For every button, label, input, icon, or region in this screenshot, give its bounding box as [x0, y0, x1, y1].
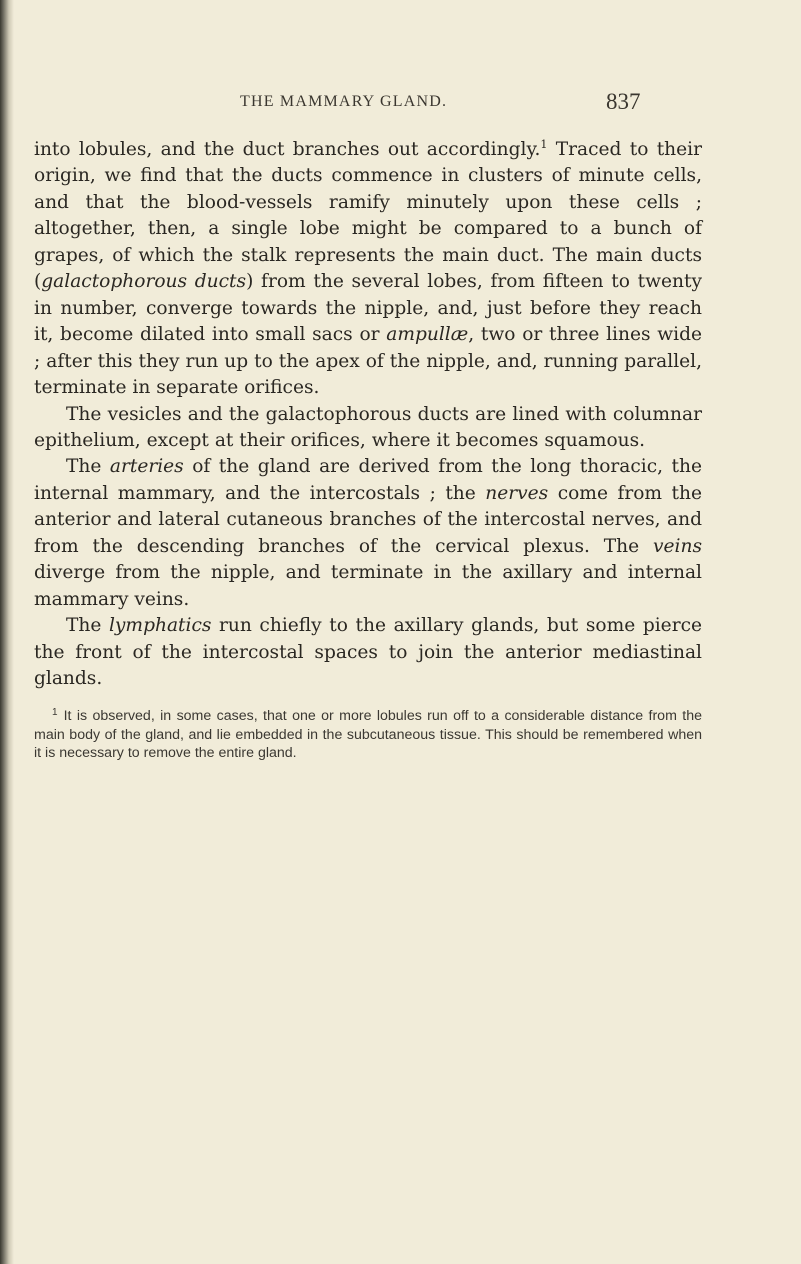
running-head: [0, 89, 801, 117]
running-head-title: THE MAMMARY GLAND.: [240, 93, 448, 110]
term-arteries: arteries: [109, 456, 184, 478]
footnote: [34, 707, 702, 763]
term-lymphatics: lymphatics: [108, 615, 212, 637]
body-text: [34, 137, 702, 693]
footnote-marker: 1: [52, 707, 58, 718]
paragraph-vessels-nerves: The arteries of the gland are derived from the long thoracic, the internal mammary, and the intercostals ; the nerves come from the anterior and lateral cutaneous branches of the intercostal nerves, and from the descending branches of the cervical plexus. The veins diverge from the nipple, and terminate in the axillary and internal mammary veins.: [34, 456, 703, 610]
term-galactophorous-ducts: galactophorous ducts: [41, 271, 247, 293]
book-binding-gutter: [0, 0, 14, 1264]
term-ampullae: ampullæ: [386, 324, 469, 346]
term-nerves: nerves: [485, 482, 549, 504]
page-number: 837: [606, 89, 641, 114]
paragraph-ducts: into lobules, and the duct branches out accordingly.$^1$ Traced to their origin, we find that the ducts commence in clusters of minute cells, and that the blood-vessels ramify minutely upon these cells ; altogether, then, a single lobe might be compared to a bunch of grapes, of which the stalk represents the main duct. The main ducts (galactophorous ducts) from the several lobes, from fifteen to twenty in number, converge towards the nipple, and, just before they reach it, become dilated into small sacs or ampullæ, two or three lines wide ; after this they run up to the apex of the nipple, and, running parallel, terminate in separate orifices.: [34, 138, 702, 399]
paragraph-lymphatics: The lymphatics run chiefly to the axillary glands, but some pierce the front of the intercostal spaces to join the anterior mediastinal glands.: [34, 615, 702, 690]
footnote-text: It is observed, in some cases, that one or more lobules run off to a considerable distance from the main body of the gland, and lie embedded in the subcutaneous tissue. This should be remembered when it is necessary to remove the entire gland.: [34, 708, 702, 761]
paragraph-epithelium: The vesicles and the galactophorous ducts are lined with columnar epithelium, except at their orifices, where it becomes squamous.: [34, 403, 702, 451]
footnote-reference: 1: [540, 138, 548, 151]
term-veins: veins: [653, 535, 702, 557]
